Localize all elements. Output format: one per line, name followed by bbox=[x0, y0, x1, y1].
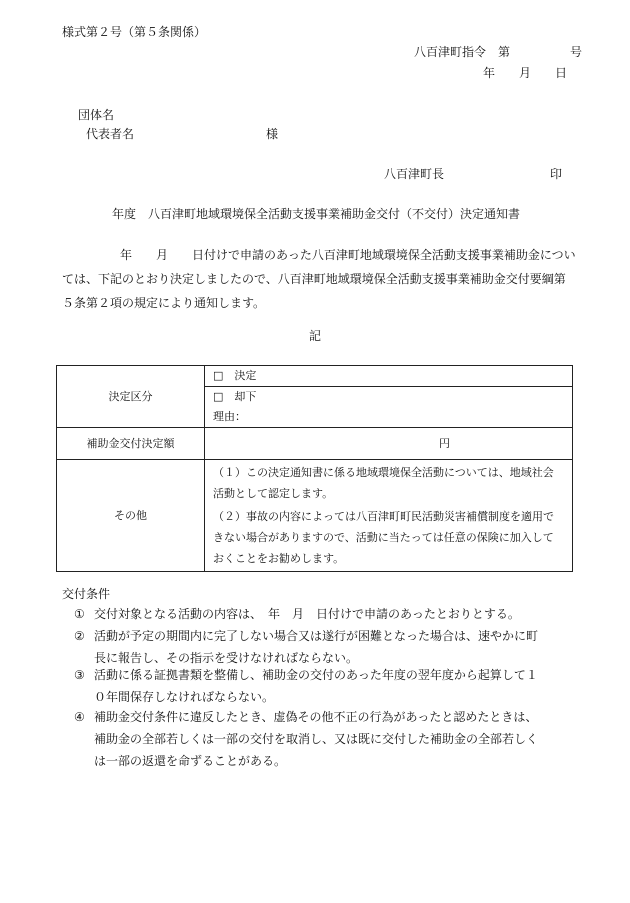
honorific: 様 bbox=[266, 127, 279, 141]
condition-item bbox=[74, 625, 544, 669]
issue-date: 年 月 日 bbox=[483, 66, 568, 80]
ki-heading: 記 bbox=[309, 329, 322, 343]
yen-unit: 円 bbox=[439, 437, 450, 450]
condition-number: ② bbox=[74, 629, 85, 643]
condition-item bbox=[74, 664, 544, 708]
body-paragraph bbox=[62, 243, 577, 315]
conditions-heading: 交付条件 bbox=[62, 587, 111, 601]
table-row bbox=[57, 428, 573, 460]
condition-text: 活動が予定の期間内に完了しない場合又は遂行が困難となった場合は、速やかに町長に報告し、その指示を受けなければならない。 bbox=[94, 629, 539, 665]
condition-text: 交付対象となる活動の内容は、 年 月 日付けで申請のあったとおりとする。 bbox=[94, 607, 520, 621]
rep-label: 代表者名 bbox=[86, 127, 135, 141]
condition-number: ① bbox=[74, 607, 85, 621]
table-row bbox=[57, 460, 573, 572]
condition-text: 補助金交付条件に違反したとき、虚偽その他不正の行為があったと認めたときは、補助金の全部若しくは一部の交付を取消し、又は既に交付した補助金の全部若しくは一部の返還を命ずることがある。 bbox=[94, 710, 539, 768]
directive-number: 八百津町指令 第 号 bbox=[414, 45, 583, 59]
org-label: 団体名 bbox=[78, 108, 115, 122]
other-label: その他 bbox=[57, 460, 205, 572]
body-text: 年 月 日付けで申請のあった八百津町地域環境保全活動支援事業補助金については、下記のとおり決定しましたので、八百津町地域環境保全活動支援事業補助金交付要綱第５条第２項の規定により通知します。 bbox=[62, 248, 576, 310]
decision-category-label: 決定区分 bbox=[57, 366, 205, 428]
note-2: （２）事故の内容によっては八百津町町民活動災害補償制度を適用できない場合がありますので、活動に当たっては任意の保険に加入しておくことをお勧めします。 bbox=[213, 510, 554, 565]
condition-number: ③ bbox=[74, 668, 85, 682]
seal-mark: 印 bbox=[550, 167, 563, 181]
table-row bbox=[57, 366, 573, 428]
grant-amount-cell bbox=[205, 428, 573, 460]
form-label: 様式第２号（第５条関係） bbox=[62, 25, 207, 39]
approve-option: □ 決定 bbox=[205, 366, 572, 387]
document-title: 年度 八百津町地域環境保全活動支援事業補助金交付（不交付）決定通知書 bbox=[112, 207, 521, 221]
condition-number: ④ bbox=[74, 710, 85, 724]
reason-field: 理由： bbox=[213, 410, 246, 423]
condition-item bbox=[74, 706, 544, 772]
condition-text: 活動に係る証拠書類を整備し、補助金の交付のあった年度の翌年度から起算して１０年間保存しなければならない。 bbox=[94, 668, 538, 704]
reject-option: □ 却下 bbox=[213, 390, 257, 403]
note-1: （１）この決定通知書に係る地域環境保全活動については、地域社会活動として認定します。 bbox=[213, 466, 554, 500]
decision-table bbox=[56, 365, 573, 572]
grant-amount-label: 補助金交付決定額 bbox=[57, 428, 205, 460]
decision-category-cell bbox=[205, 366, 573, 428]
other-notes-cell bbox=[205, 460, 573, 572]
sender-title: 八百津町長 bbox=[384, 167, 445, 181]
condition-item bbox=[74, 603, 544, 625]
